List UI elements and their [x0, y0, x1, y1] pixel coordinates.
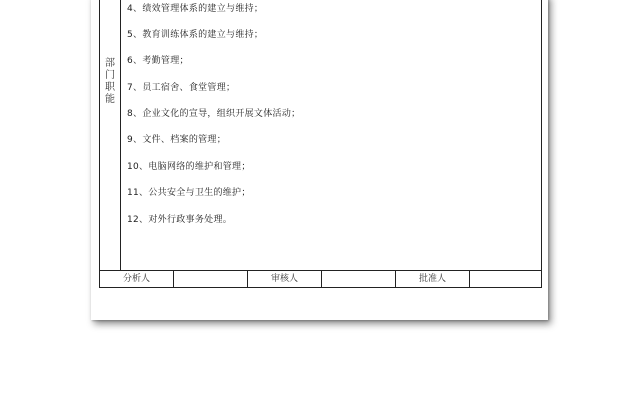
document-page: [91, 0, 548, 320]
duty-item: 8、企业文化的宣导，组织开展文体活动；: [127, 109, 301, 119]
section-label-cell: [100, 0, 121, 270]
duty-item: 6、考勤管理；: [127, 56, 189, 66]
duty-item: 4、绩效管理体系的建立与维持；: [127, 4, 264, 14]
analyst-field[interactable]: [174, 271, 248, 288]
analyst-label: 分析人: [100, 271, 174, 288]
duty-item: 9、文件、档案的管理；: [127, 135, 227, 145]
approver-label: 批准人: [396, 271, 470, 288]
reviewer-field[interactable]: [322, 271, 396, 288]
duty-item: 10、电脑网络的维护和管理；: [127, 162, 251, 172]
duty-item: 11、公共安全与卫生的维护；: [127, 188, 251, 198]
reviewer-label: 审核人: [248, 271, 322, 288]
duty-item: 5、教育训练体系的建立与维持；: [127, 30, 264, 40]
job-description-table: [99, 0, 542, 288]
duty-item: 12、对外行政事务处理。: [127, 215, 233, 225]
section-label: 部门职能: [105, 58, 115, 105]
signature-row: [100, 270, 541, 287]
approver-field[interactable]: [470, 271, 541, 288]
duty-item: 7、员工宿舍、食堂管理；: [127, 83, 236, 93]
